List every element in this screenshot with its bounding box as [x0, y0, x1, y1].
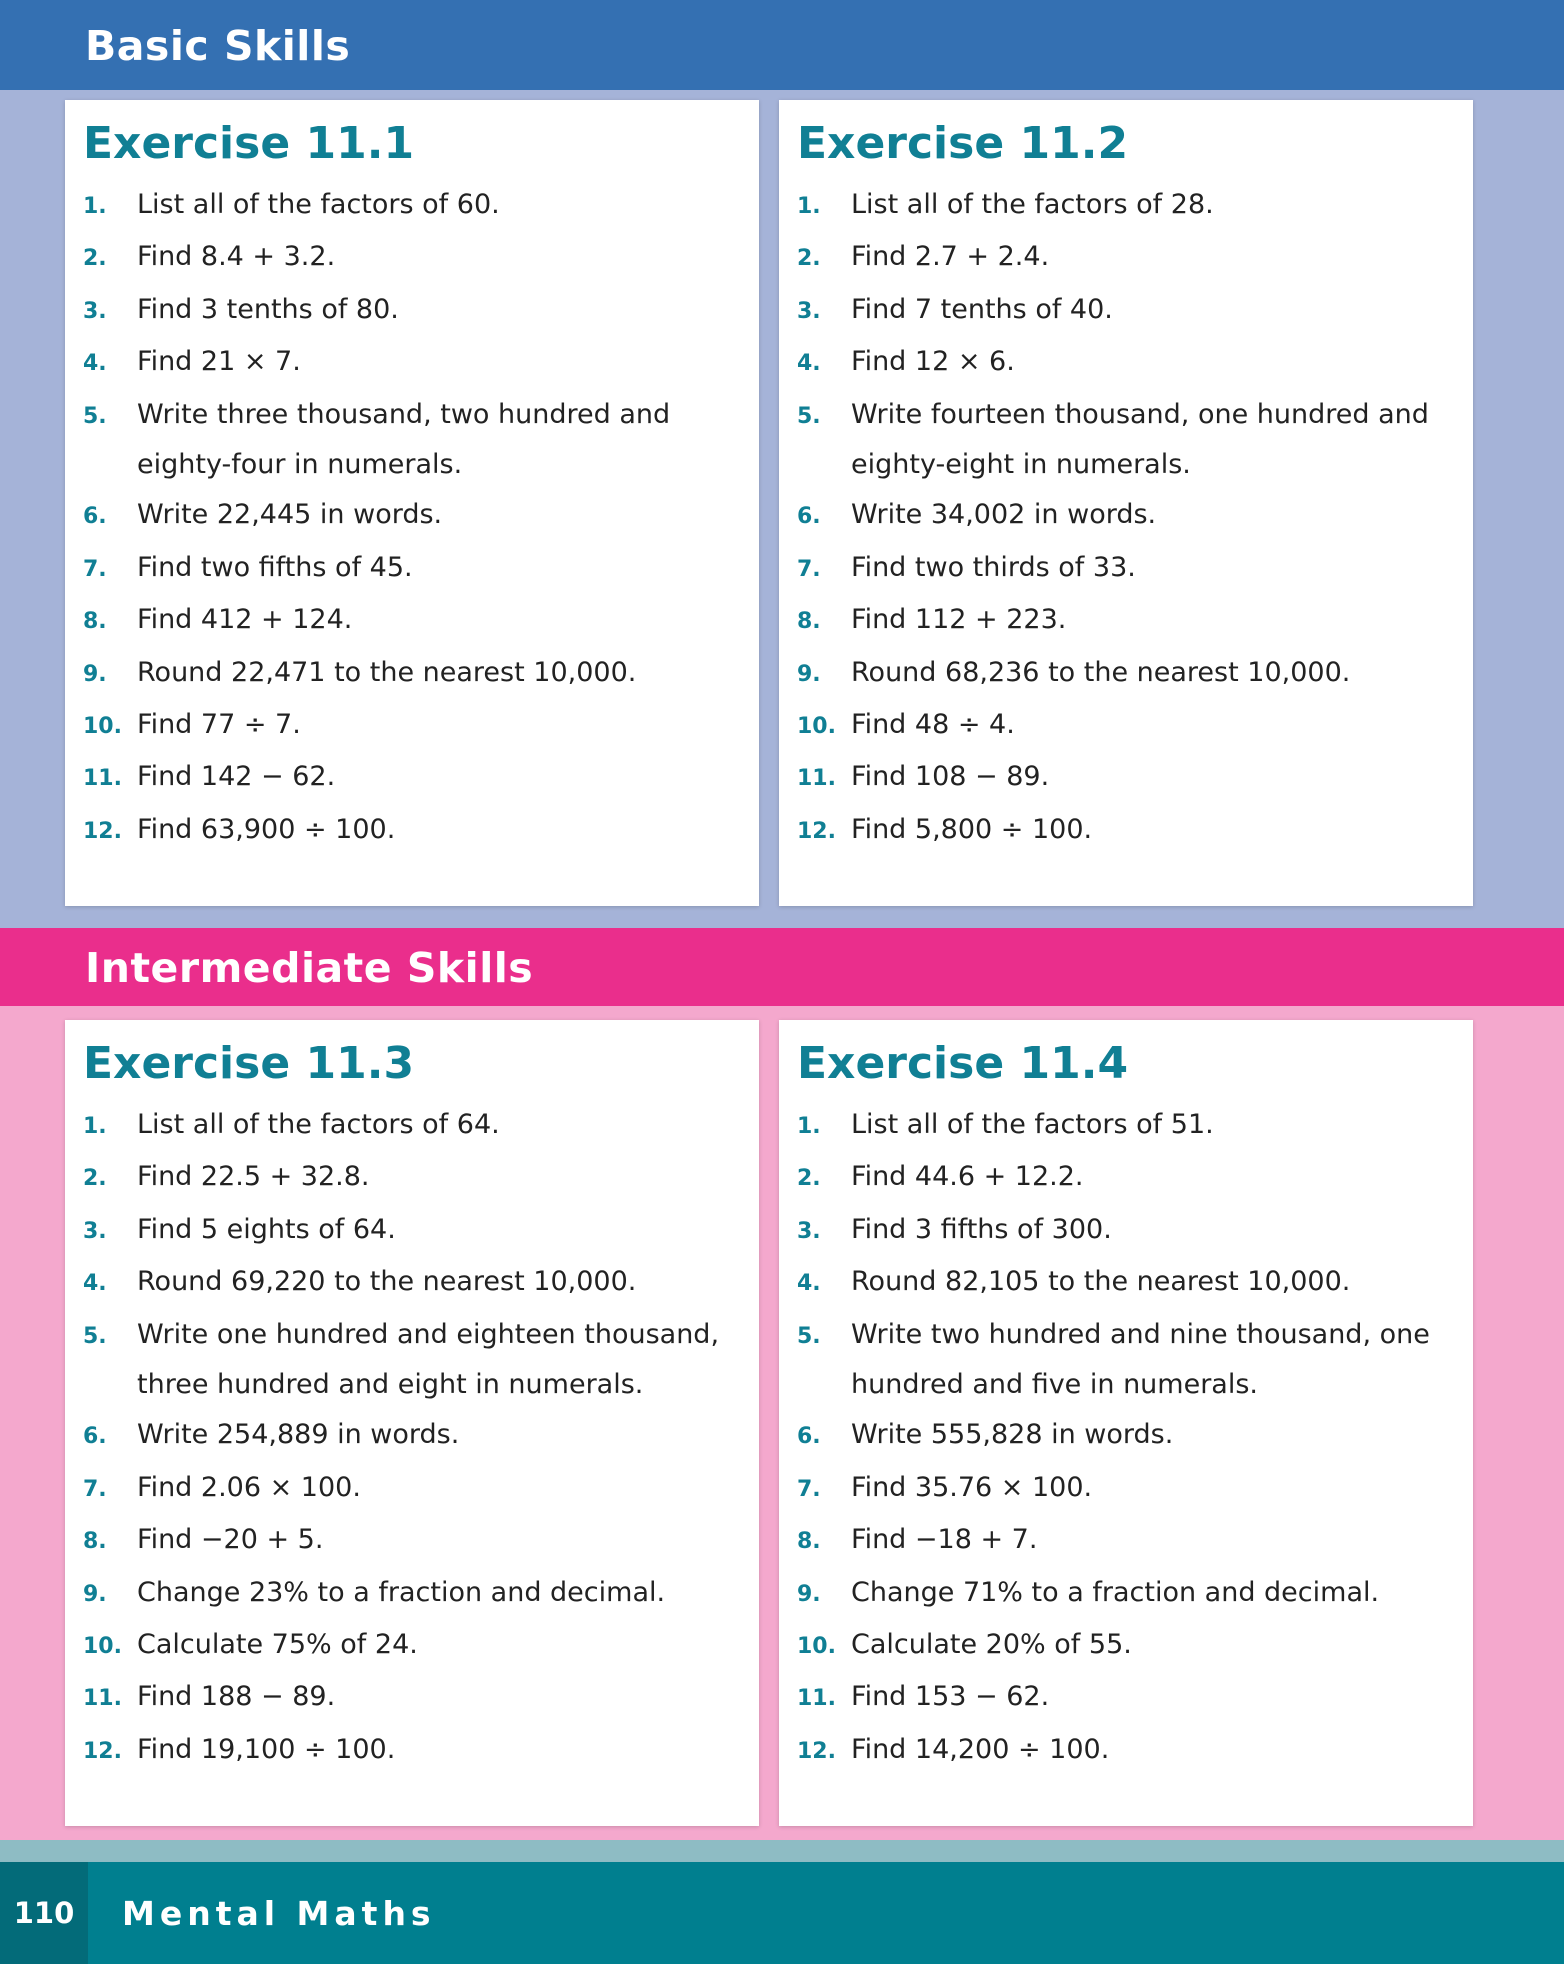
question-list	[797, 1100, 1473, 1777]
question-item	[83, 1568, 759, 1620]
question-item	[797, 232, 1473, 284]
question-item	[797, 543, 1473, 595]
question-number: 2.	[83, 1166, 107, 1192]
question-item	[797, 285, 1473, 337]
question-item	[797, 1205, 1473, 1257]
question-text: List all of the factors of 28.	[851, 189, 1214, 220]
footer-strip	[0, 1840, 1564, 1862]
question-text: Find 112 + 223.	[851, 604, 1067, 636]
question-item	[83, 1672, 759, 1724]
question-item	[797, 1257, 1473, 1309]
question-item	[797, 595, 1473, 647]
question-item	[83, 1725, 759, 1777]
question-number: 5.	[797, 1323, 821, 1349]
question-number: 8.	[83, 1529, 107, 1555]
question-number: 9.	[83, 661, 107, 687]
exercise-card	[779, 1020, 1473, 1826]
question-text: Find 44.6 + 12.2.	[851, 1161, 1084, 1193]
question-text: Write three thousand, two hundred and eighty-four in numerals.	[137, 398, 671, 481]
question-number: 6.	[797, 504, 821, 530]
question-number: 6.	[83, 504, 107, 530]
question-number: 4.	[797, 351, 821, 377]
question-item	[83, 1310, 759, 1411]
question-item	[797, 1410, 1473, 1462]
question-number: 6.	[797, 1424, 821, 1450]
question-item	[83, 1620, 759, 1672]
question-text: Find two fifths of 45.	[137, 551, 413, 583]
question-number: 12.	[797, 1738, 836, 1764]
exercise-title: Exercise 11.3	[83, 1038, 415, 1089]
question-item	[797, 180, 1473, 232]
question-item	[797, 490, 1473, 542]
question-number: 1.	[797, 1114, 821, 1139]
question-item	[83, 490, 759, 542]
question-text: Find −18 + 7.	[851, 1524, 1038, 1556]
question-item	[797, 337, 1473, 389]
question-text: Find 108 − 89.	[851, 761, 1050, 793]
question-item	[83, 648, 759, 700]
question-item	[83, 595, 759, 647]
question-text: Find 3 tenths of 80.	[137, 293, 399, 325]
question-text: Find 48 ÷ 4.	[851, 709, 1015, 741]
question-text: Find 412 + 124.	[137, 604, 353, 636]
question-text: List all of the factors of 51.	[851, 1109, 1214, 1140]
question-item	[83, 1410, 759, 1462]
question-number: 12.	[83, 1738, 122, 1764]
question-item	[83, 1152, 759, 1204]
question-text: Round 68,236 to the nearest 10,000.	[851, 656, 1351, 688]
question-item	[797, 1620, 1473, 1672]
question-text: Find 14,200 ÷ 100.	[851, 1733, 1110, 1765]
question-text: Change 71% to a fraction and decimal.	[851, 1576, 1380, 1608]
question-item	[83, 752, 759, 804]
question-number: 1.	[83, 194, 107, 219]
question-number: 2.	[83, 246, 107, 272]
question-number: 10.	[83, 714, 122, 740]
question-number: 2.	[797, 1166, 821, 1192]
question-item	[797, 1725, 1473, 1777]
question-text: Write 22,445 in words.	[137, 499, 443, 531]
question-item	[83, 1205, 759, 1257]
question-text: Find 5 eights of 64.	[137, 1213, 396, 1245]
question-item	[797, 1515, 1473, 1567]
book-title: Mental Maths	[122, 1893, 436, 1933]
question-item	[83, 543, 759, 595]
question-item	[797, 700, 1473, 752]
question-item	[83, 1100, 759, 1152]
question-number: 8.	[797, 609, 821, 635]
exercise-title: Exercise 11.1	[83, 118, 415, 169]
question-number: 3.	[83, 1218, 107, 1244]
question-text: Write two hundred and nine thousand, one hundred and five in numerals.	[851, 1318, 1430, 1401]
intermediate-skills-title: Intermediate Skills	[85, 944, 534, 992]
exercise-card	[779, 100, 1473, 906]
question-text: Find 21 × 7.	[137, 346, 301, 378]
question-text: Find 63,900 ÷ 100.	[137, 813, 396, 845]
question-text: List all of the factors of 60.	[137, 189, 500, 220]
question-item	[797, 1568, 1473, 1620]
question-text: Find 19,100 ÷ 100.	[137, 1733, 396, 1765]
question-number: 11.	[83, 766, 122, 792]
question-number: 9.	[797, 661, 821, 687]
question-item	[797, 648, 1473, 700]
question-text: Change 23% to a fraction and decimal.	[137, 1576, 666, 1608]
question-item	[83, 1257, 759, 1309]
exercise-title: Exercise 11.4	[797, 1038, 1129, 1089]
question-item	[797, 390, 1473, 491]
question-text: Find 2.7 + 2.4.	[851, 241, 1050, 273]
question-number: 12.	[83, 818, 122, 844]
question-text: Find 142 − 62.	[137, 761, 336, 793]
question-item	[83, 180, 759, 232]
question-item	[797, 1310, 1473, 1411]
question-number: 8.	[797, 1529, 821, 1555]
question-item	[83, 390, 759, 491]
question-number: 7.	[797, 556, 821, 582]
question-item	[797, 752, 1473, 804]
question-text: Calculate 20% of 55.	[851, 1629, 1132, 1661]
question-item	[797, 1100, 1473, 1152]
question-list	[83, 180, 759, 857]
question-text: Find 77 ÷ 7.	[137, 709, 301, 741]
question-number: 5.	[83, 1323, 107, 1349]
question-text: Find 2.06 × 100.	[137, 1471, 361, 1503]
question-number: 7.	[83, 556, 107, 582]
question-item	[83, 285, 759, 337]
question-number: 7.	[83, 1476, 107, 1502]
question-number: 12.	[797, 818, 836, 844]
question-number: 1.	[797, 194, 821, 219]
question-item	[83, 232, 759, 284]
exercise-card	[65, 100, 759, 906]
question-item	[83, 700, 759, 752]
exercise-title: Exercise 11.2	[797, 118, 1129, 169]
question-number: 9.	[797, 1581, 821, 1607]
question-number: 5.	[83, 403, 107, 429]
question-text: Round 69,220 to the nearest 10,000.	[137, 1266, 637, 1298]
page-number: 110	[0, 1862, 88, 1964]
question-text: Calculate 75% of 24.	[137, 1629, 418, 1661]
question-text: Find 8.4 + 3.2.	[137, 241, 336, 273]
question-text: Find 5,800 ÷ 100.	[851, 813, 1093, 845]
question-text: Find 22.5 + 32.8.	[137, 1161, 370, 1193]
question-text: Round 82,105 to the nearest 10,000.	[851, 1266, 1351, 1298]
question-item	[83, 1515, 759, 1567]
question-number: 3.	[83, 298, 107, 324]
question-number: 4.	[83, 351, 107, 377]
question-text: Write fourteen thousand, one hundred and eighty-eight in numerals.	[851, 398, 1429, 481]
question-text: Write 254,889 in words.	[137, 1419, 460, 1451]
exercise-card	[65, 1020, 759, 1826]
question-text: Find −20 + 5.	[137, 1524, 324, 1556]
question-text: List all of the factors of 64.	[137, 1109, 500, 1140]
question-number: 10.	[797, 1634, 836, 1660]
question-item	[797, 1152, 1473, 1204]
question-text: Write one hundred and eighteen thousand, three hundred and eight in numerals.	[137, 1318, 720, 1401]
question-number: 7.	[797, 1476, 821, 1502]
question-item	[83, 805, 759, 857]
question-number: 10.	[797, 714, 836, 740]
question-text: Find 188 − 89.	[137, 1681, 336, 1713]
question-text: Find 7 tenths of 40.	[851, 293, 1113, 325]
question-text: Find 12 × 6.	[851, 346, 1015, 378]
question-number: 1.	[83, 1114, 107, 1139]
question-number: 5.	[797, 403, 821, 429]
question-number: 4.	[797, 1271, 821, 1297]
question-text: Find 3 fifths of 300.	[851, 1213, 1112, 1245]
question-number: 4.	[83, 1271, 107, 1297]
question-number: 10.	[83, 1634, 122, 1660]
page-footer	[0, 1862, 1564, 1964]
question-number: 8.	[83, 609, 107, 635]
question-item	[83, 1463, 759, 1515]
question-text: Round 22,471 to the nearest 10,000.	[137, 656, 637, 688]
question-item	[797, 1463, 1473, 1515]
question-text: Find 35.76 × 100.	[851, 1471, 1093, 1503]
question-number: 11.	[83, 1686, 122, 1712]
question-number: 3.	[797, 298, 821, 324]
question-list	[83, 1100, 759, 1777]
basic-skills-title: Basic Skills	[85, 22, 351, 70]
question-text: Find 153 − 62.	[851, 1681, 1050, 1713]
question-number: 2.	[797, 246, 821, 272]
question-text: Write 34,002 in words.	[851, 499, 1157, 531]
question-number: 11.	[797, 1686, 836, 1712]
question-item	[83, 337, 759, 389]
question-number: 3.	[797, 1218, 821, 1244]
question-text: Write 555,828 in words.	[851, 1419, 1174, 1451]
question-number: 6.	[83, 1424, 107, 1450]
question-item	[797, 805, 1473, 857]
question-list	[797, 180, 1473, 857]
question-item	[797, 1672, 1473, 1724]
question-text: Find two thirds of 33.	[851, 551, 1136, 583]
question-number: 11.	[797, 766, 836, 792]
question-number: 9.	[83, 1581, 107, 1607]
